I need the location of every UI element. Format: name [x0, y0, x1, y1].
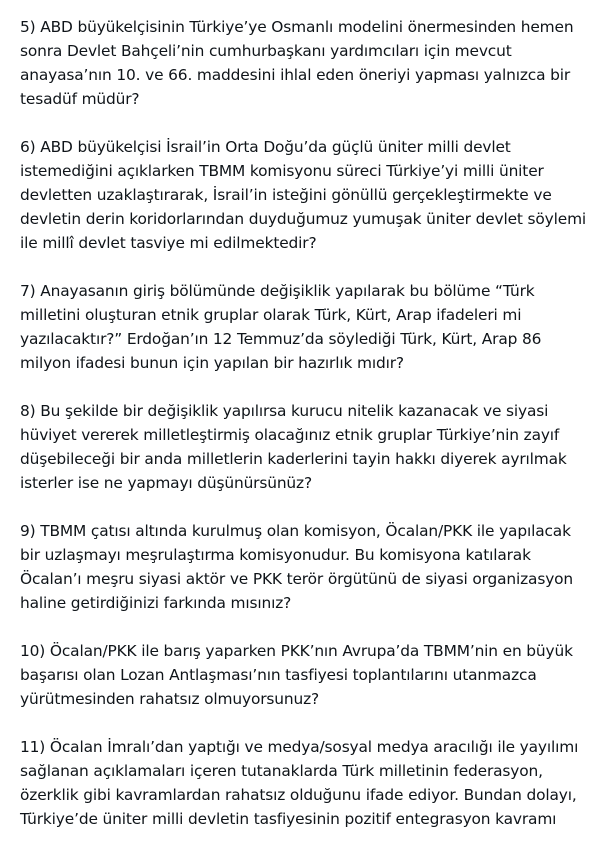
question-5-paragraph: 5) ABD büyükelçisinin Türkiye’ye Osmanlı modelini önermesinden hemen sonra Devlet Bahçeli’nin cumhurbaşkanı yardımcıları için mevcut anayasa’nın 10. ve 66. maddesini ihlal eden öneriyi yapması yalnızca bir tesadüf müdür?	[20, 18, 574, 109]
question-8-paragraph: 8) Bu şekilde bir değişiklik yapılırsa kurucu nitelik kazanacak ve siyasi hüviyet vererek milletleştirmiş olacağınız etnik gruplar Türkiye’nin zayıf düşebileceği bir anda milletlerin kaderlerini tayin hakkı diyerek ayrılmak isterler ise ne yapmayı düşünürsünüz?	[20, 402, 567, 493]
question-9-paragraph: 9) TBMM çatısı altında kurulmuş olan komisyon, Öcalan/PKK ile yapılacak bir uzlaşmayı meşrulaştırma komisyonudur. Bu komisyona katılarak Öcalan’ı meşru siyasi aktör ve PKK terör örgütünü de siyasi organizasyon haline getirdiğinizi farkında mısınız?	[20, 521, 574, 613]
question-10-paragraph: 10) Öcalan/PKK ile barış yaparken PKK’nın Avrupa’da TBMM’nin en büyük başarısı olan Lozan Antlaşması’nın tasfiyesi toplantılarını utanmazca yürütmesinden rahatsız olmuyorsunuz?	[20, 641, 573, 709]
question-11-paragraph: 11) Öcalan İmralı’dan yaptığı ve medya/sosyal medya aracılığı ile yayılımı sağlanan açıklamaları içeren tutanaklarda Türk milletinin federasyon, özerklik gibi kavramlardan rahatsız olduğunu ifade ediyor. Bundan dolayı, Türkiye’de üniter milli devletin tasfiyesinin pozitif entegrasyon kavramı	[20, 737, 579, 829]
question-6-paragraph: 6) ABD büyükelçisi İsrail’in Orta Doğu’da güçlü üniter milli devlet istemediğini açıklarken TBMM komisyonu süreci Türkiye’yi milli üniter devletten uzaklaştırarak, İsrail’in isteğini gönüllü gerçekleştirmekte ve devletin derin koridorlarından duyduğumuz yumuşak üniter devlet söylemi ile millî devlet tasviye mi edilmektedir?	[20, 137, 587, 253]
question-7-paragraph: 7) Anayasanın giriş bölümünde değişiklik yapılarak bu bölüme “Türk milletini oluşturan etnik gruplar olarak Türk, Kürt, Arap ifadeleri mi yazılacaktır?” Erdoğan’ın 12 Temmuz’da söylediği Türk, Kürt, Arap 86 milyon ifadesi bunun için yapılan bir hazırlık mıdır?	[20, 282, 542, 373]
post-text-body	[20, 15, 590, 855]
